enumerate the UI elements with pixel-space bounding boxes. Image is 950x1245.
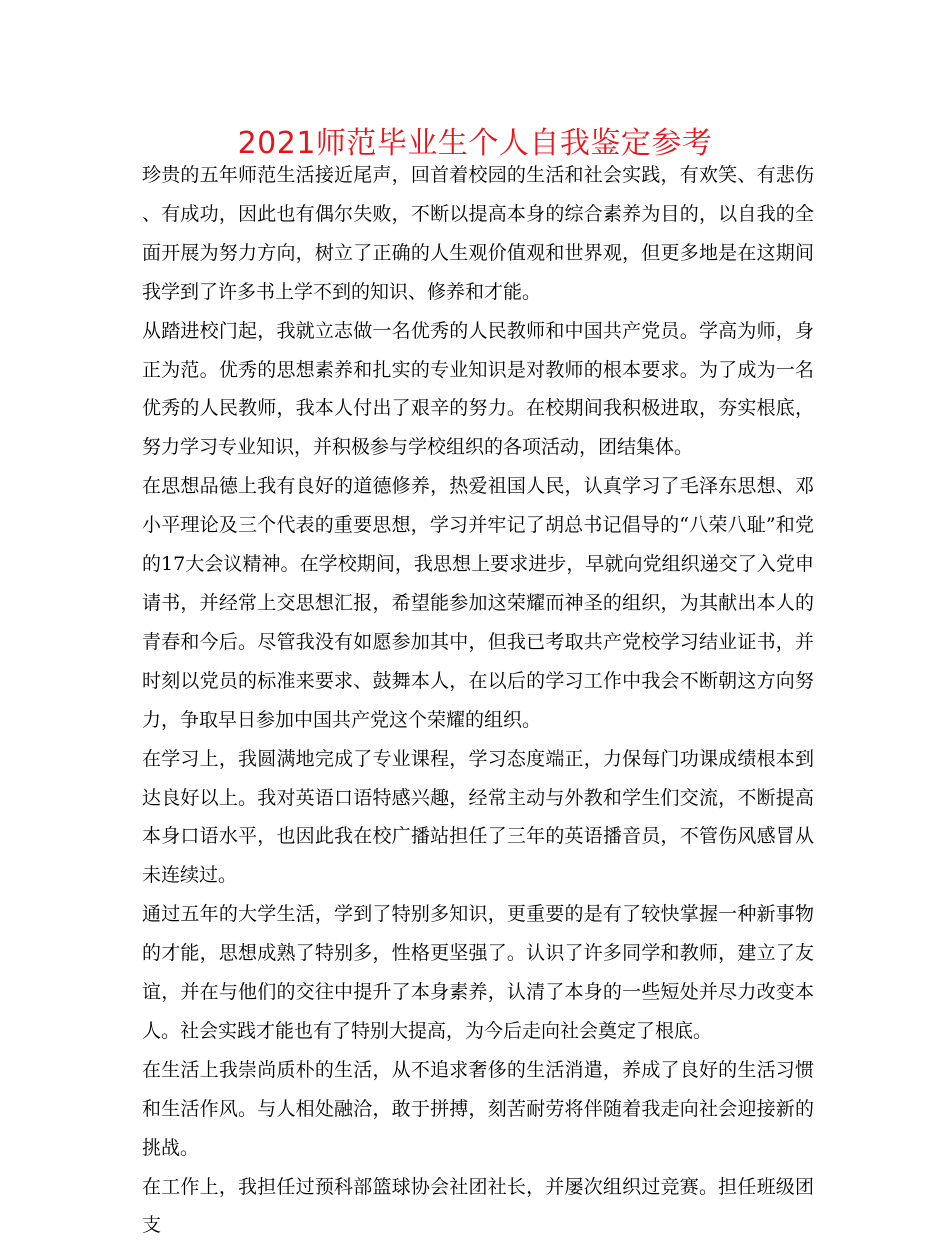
- page-title: 2021师范毕业生个人自我鉴定参考: [237, 126, 713, 161]
- paragraph-ideology: 在思想品德上我有良好的道德修养，热爱祖国人民，认真学习了毛泽东思想、邓小平理论及三个代表的重要思想，学习并牢记了胡总书记倡导的“八荣八耻”和党的17大会议精神。在学校期间，我思想上要求进步，早就向党组织递交了入党申请书，并经常上交思想汇报，希望能参加这荣耀而神圣的组织，为其献出本人的青春和今后。尽管我没有如愿参加其中，但我已考取共产党校学习结业证书，并时刻以党员的标准来要求、鼓舞本人，在以后的学习工作中我会不断朝这方向努力，争取早日参加中国共产党这个荣耀的组织。: [142, 475, 814, 731]
- paragraph-intro: 珍贵的五年师范生活接近尾声，回首着校园的生活和社会实践，有欢笑、有悲伤、有成功，因此也有偶尔失败，不断以提高本身的综合素养为目的，以自我的全面开展为努力方向，树立了正确的人生观价值观和世界观，但更多地是在这期间我学到了许多书上学不到的知识、修养和才能。: [142, 164, 814, 303]
- paragraph-life: 在生活上我崇尚质朴的生活，从不追求奢侈的生活消遣，养成了良好的生活习惯和生活作风。与人相处融洽，敢于拼搏，刻苦耐劳将伴随着我走向社会迎接新的挑战。: [142, 1058, 814, 1159]
- document-body: [142, 156, 814, 1245]
- paragraph-growth: 通过五年的大学生活，学到了特别多知识，更重要的是有了较快掌握一种新事物的才能，思想成熟了特别多，性格更坚强了。认识了许多同学和教师，建立了友谊，并在与他们的交往中提升了本身素养，认清了本身的一些短处并尽力改变本人。社会实践才能也有了特别大提高，为今后走向社会奠定了根底。: [142, 903, 814, 1042]
- paragraph-work: 在工作上，我担任过预科部篮球协会社团社长，并屡次组织过竞赛。担任班级团支: [142, 1175, 814, 1237]
- paragraph-aspiration: 从踏进校门起，我就立志做一名优秀的人民教师和中国共产党员。学高为师，身正为范。优秀的思想素养和扎实的专业知识是对教师的根本要求。为了成为一名优秀的人民教师，我本人付出了艰辛的努力。在校期间我积极进取，夯实根底，努力学习专业知识，并积极参与学校组织的各项活动，团结集体。: [142, 319, 814, 459]
- paragraph-study: 在学习上，我圆满地完成了专业课程，学习态度端正，力保每门功课成绩根本到达良好以上。我对英语口语特感兴趣，经常主动与外教和学生们交流，不断提高本身口语水平，也因此我在校广播站担任了三年的英语播音员，不管伤风感冒从未连续过。: [142, 747, 814, 887]
